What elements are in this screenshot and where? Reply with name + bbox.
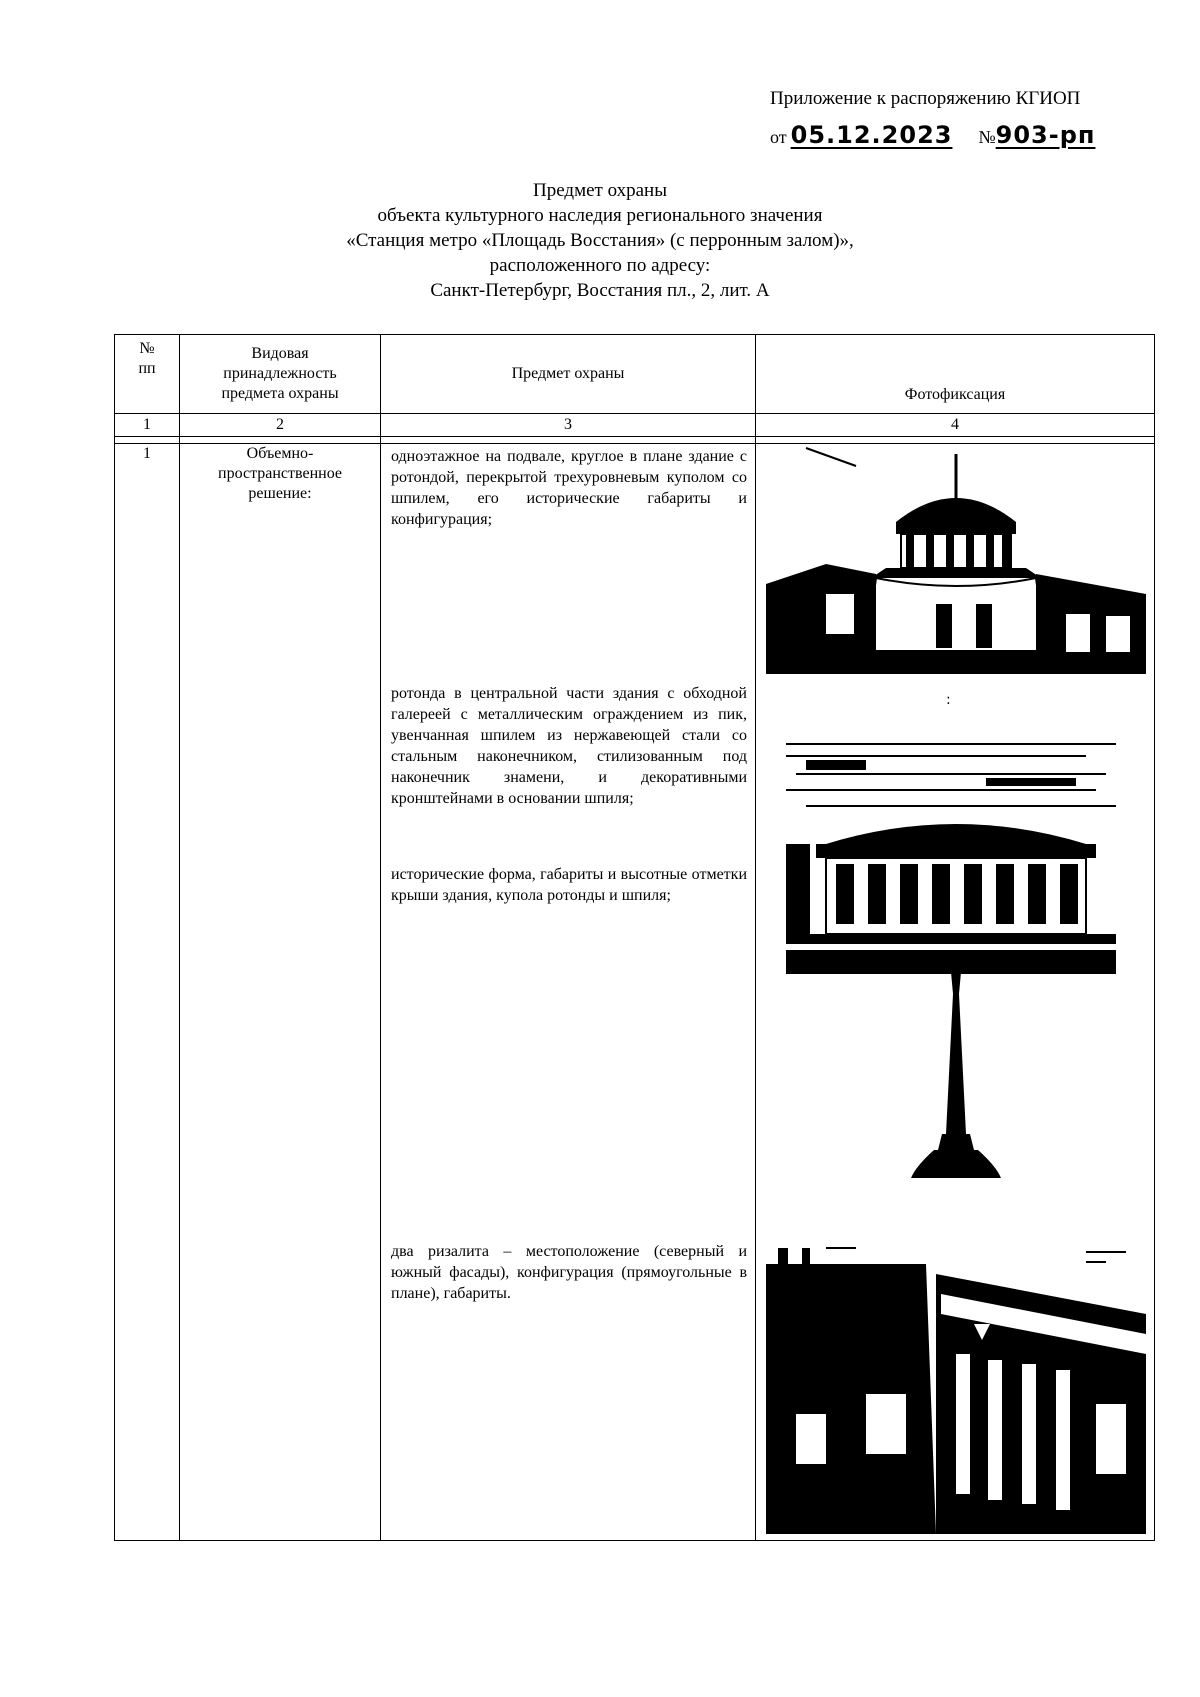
title-line-1: Предмет охраны bbox=[533, 180, 667, 201]
protection-subject-table bbox=[114, 334, 1155, 1541]
svg-text::: : bbox=[946, 694, 951, 708]
title-line-2: объекта культурного наследия регионального значения bbox=[377, 205, 823, 226]
col-number-2: 2 bbox=[180, 414, 381, 437]
subject-item-risalits: два ризалита – местоположение (северный и южный фасады), конфигурация (прямоугольные в плане), габариты. bbox=[391, 1243, 747, 1302]
header-number: № пп bbox=[115, 335, 180, 414]
col-number-1: 1 bbox=[115, 414, 180, 437]
row-photos bbox=[756, 444, 1155, 1541]
document-title bbox=[0, 178, 1200, 303]
header-subject: Предмет охраны bbox=[381, 335, 756, 414]
photo-building-rotunda bbox=[766, 444, 1146, 674]
spacer-row bbox=[115, 437, 1155, 444]
photo-spire bbox=[906, 954, 1006, 1184]
document-header bbox=[770, 88, 1150, 148]
col-number-4: 4 bbox=[756, 414, 1155, 437]
row-subject bbox=[381, 444, 756, 1541]
title-line-4: расположенного по адресу: bbox=[489, 255, 711, 276]
order-date: 05.12.2023 bbox=[790, 121, 953, 149]
table-row bbox=[115, 444, 1155, 1541]
order-line bbox=[770, 121, 1150, 149]
subject-item-roof: исторические форма, габариты и высотные отметки крыши здания, купола ротонды и шпиля; bbox=[391, 866, 747, 904]
appendix-label: Приложение к распоряжению КГИОП bbox=[770, 88, 1081, 109]
subject-item-rotunda: ротонда в центральной части здания с обходной галереей с металлическим ограждением из пик, увенчанная шпилем из нержавеющей стали со стальным наконечником, стилизованным под наконечник знамени, и декоративными кронштейнами в основании шпиля; bbox=[391, 685, 747, 807]
date-prefix: от bbox=[770, 127, 787, 147]
photo-rotunda-gallery bbox=[786, 694, 1126, 974]
table-header-row bbox=[115, 335, 1155, 414]
header-photo: Фотофиксация bbox=[756, 335, 1155, 414]
number-prefix: № bbox=[978, 127, 996, 147]
order-number: 903-рп bbox=[995, 121, 1096, 149]
row-number: 1 bbox=[115, 444, 180, 1541]
title-line-3: «Станция метро «Площадь Восстания» (с перронным залом)», bbox=[346, 230, 854, 251]
title-line-5: Санкт-Петербург, Восстания пл., 2, лит. А bbox=[430, 280, 770, 301]
col-number-3: 3 bbox=[381, 414, 756, 437]
header-type: Видовая принадлежность предмета охраны bbox=[180, 335, 381, 414]
subject-item-volume: одноэтажное на подвале, круглое в плане здание с ротондой, перекрытой трехуровневым куполом со шпилем, его исторические габариты и конфигурация; bbox=[391, 448, 747, 528]
row-type: Объемно- пространственное решение: bbox=[180, 444, 381, 1541]
column-numbers-row bbox=[115, 414, 1155, 437]
photo-risalit bbox=[766, 1244, 1146, 1534]
